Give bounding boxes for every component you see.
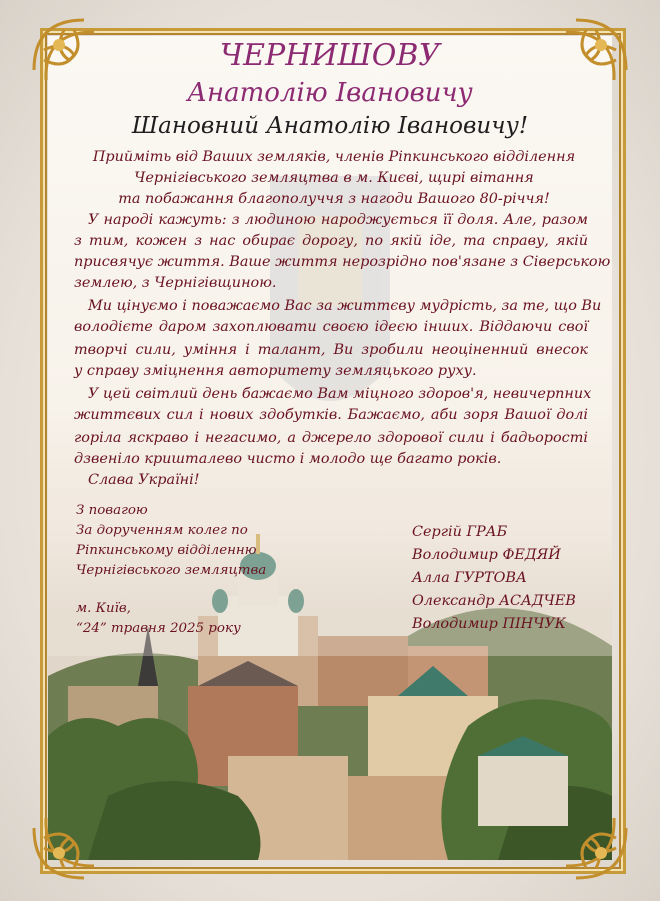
signatory-name: Сергій ГРАБ bbox=[412, 524, 508, 540]
body-line: Чернігівського земляцтва в м. Києві, щирі вітання bbox=[134, 170, 534, 186]
signoff-line: Ріпкинському відділенню bbox=[76, 543, 257, 558]
corner-ornament-bottom-left bbox=[24, 778, 134, 888]
signoff-line: З повагою bbox=[76, 503, 148, 518]
recipient-surname: ЧЕРНИШОВУ bbox=[219, 38, 441, 73]
body-line: життєвих сил і нових здобутків. Бажаємо, аби зоря Вашої долі bbox=[74, 407, 588, 423]
body-line: присвячує життя. Ваше життя нерозрідно пов'язане з Сіверською bbox=[74, 254, 611, 270]
body-line: з тим, кожен з нас обирає дорогу, по якій іде, та справу, якій bbox=[74, 233, 588, 249]
body-line: та побажання благополуччя з нагоди Вашого 80-річчя! bbox=[118, 191, 550, 207]
signoff-line: Чернігівського земляцтва bbox=[76, 563, 267, 578]
body-line: У народі кажуть: з людиною народжується її доля. Але, разом bbox=[88, 212, 588, 228]
greeting-line: Шановний Анатолію Івановичу! bbox=[131, 113, 529, 139]
body-line: У цей світлий день бажаємо Вам міцного здоров'я, невичерпних bbox=[88, 386, 592, 402]
signoff-line: За дорученням колег по bbox=[76, 523, 248, 538]
signatory-name: Володимир ФЕДЯЙ bbox=[412, 547, 561, 563]
recipient-given-name: Анатолію Івановичу bbox=[187, 78, 473, 108]
signoff-date: “24” травня 2025 року bbox=[76, 621, 241, 636]
signatory-name: Алла ГУРТОВА bbox=[412, 570, 527, 586]
corner-ornament-bottom-right bbox=[526, 778, 636, 888]
signatory-name: Володимир ПІНЧУК bbox=[412, 616, 566, 632]
body-line: Слава Україні! bbox=[88, 472, 200, 488]
body-line: горіла яскраво і негасимо, а джерело здорової сили і бадьорості bbox=[74, 430, 588, 446]
body-line: володієте даром захоплювати своєю ідеєю інших. Віддаючи свої bbox=[74, 319, 588, 335]
body-line: Прийміть від Ваших земляків, членів Ріпкинського відділення bbox=[92, 149, 576, 165]
body-line: дзвеніло кришталево чисто і молодо ще багато років. bbox=[74, 451, 502, 467]
body-line: у справу зміцнення авторитету земляцького руху. bbox=[74, 363, 477, 379]
body-line: землею, з Чернігівщиною. bbox=[74, 275, 277, 291]
body-line: творчі сили, уміння і талант, Ви зробили неоціненний внесок bbox=[74, 342, 588, 358]
signatory-name: Олександр АСАДЧЕВ bbox=[412, 593, 576, 609]
signoff-city: м. Київ, bbox=[76, 601, 131, 616]
body-line: Ми цінуємо і поважаємо Вас за життєву мудрість, за те, що Ви bbox=[88, 298, 602, 314]
